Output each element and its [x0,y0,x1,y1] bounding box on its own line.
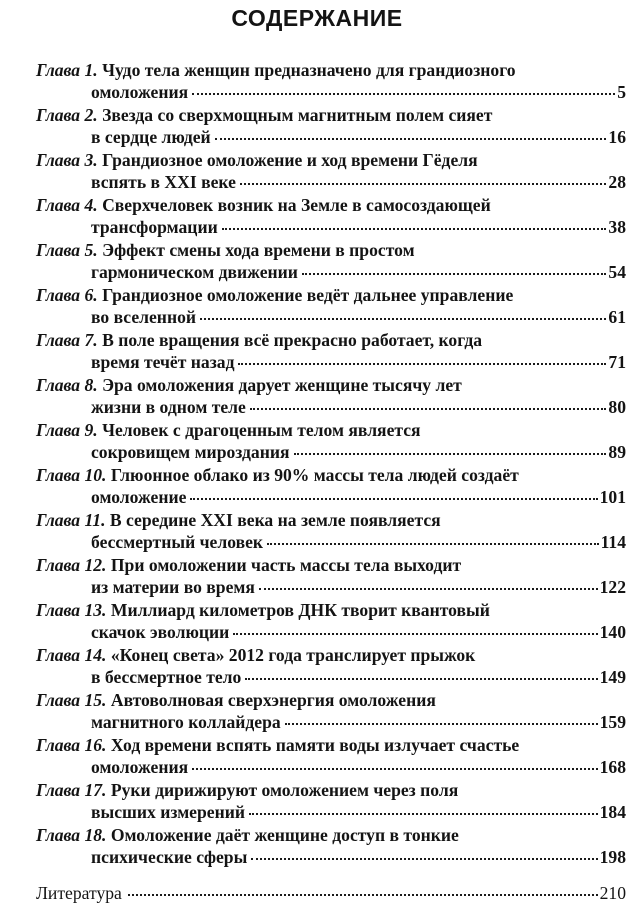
chapter-title-line1: Миллиард километров ДНК творит квантовый [110,600,490,620]
toc-entry[interactable] [36,644,626,689]
chapter-label: Глава 11. [36,510,106,530]
toc-entry[interactable] [36,329,626,374]
dot-leader [190,498,597,500]
page-number: 210 [599,883,626,903]
chapter-title-line1: Грандиозное омоложение и ход времени Гёделя [102,150,478,170]
chapter-title-line2: бессмертный человек [91,532,264,552]
chapter-label: Глава 4. [36,195,98,215]
chapter-title-line2: из материи во время [91,577,255,597]
chapter-label: Глава 13. [36,600,107,620]
chapter-title-line1: В середине XXI века на земле появляется [109,510,441,530]
dot-leader [240,183,607,185]
chapter-label: Глава 6. [36,285,98,305]
chapter-title-line2: в бессмертное тело [91,667,242,687]
chapter-title-line2: высших измерений [91,802,245,822]
toc-entry[interactable] [36,779,626,824]
toc-entry[interactable] [36,554,626,599]
chapter-title-line1: Сверхчеловек возник на Земле в самосоздающей [102,195,491,215]
chapter-title-line2: скачок эволюции [91,622,230,642]
dot-leader [259,588,598,590]
page-number: 168 [599,757,626,777]
toc-entry[interactable] [36,509,626,554]
toc-entry[interactable] [36,104,626,149]
chapter-title-line2: сокровищем мироздания [91,442,290,462]
chapter-title-line2: омоложение [91,487,187,507]
toc-entry[interactable] [36,599,626,644]
dot-leader [302,273,606,275]
page-number: 5 [617,82,626,102]
chapter-label: Глава 2. [36,105,98,125]
table-of-contents [36,59,626,869]
chapter-title-line2: гармоническом движении [91,262,298,282]
chapter-title-line1: Звезда со сверхмощным магнитным полем сияет [102,105,493,125]
chapter-title-line2: магнитного коллайдера [91,712,281,732]
page-number: 149 [599,667,626,687]
chapter-label: Глава 10. [36,465,107,485]
chapter-title-line2: жизни в одном теле [91,397,246,417]
dot-leader [215,138,607,140]
toc-entry[interactable] [36,284,626,329]
chapter-label: Глава 8. [36,375,98,395]
chapter-title-line2: вспять в XXI веке [91,172,236,192]
chapter-title-line1: При омоложении часть массы тела выходит [110,555,462,575]
page-number: 61 [608,307,626,327]
dot-leader [245,678,597,680]
chapter-title-line1: Человек с драгоценным телом является [102,420,421,440]
dot-leader [250,408,607,410]
toc-entry[interactable] [36,464,626,509]
chapter-title-line1: Грандиозное омоложение ведёт дальнее управление [102,285,514,305]
toc-entry[interactable] [36,824,626,869]
chapter-title-line1: Эра омоложения дарует женщине тысячу лет [102,375,462,395]
page-number: 140 [599,622,626,642]
chapter-label: Глава 7. [36,330,98,350]
page-number: 38 [608,217,626,237]
toc-entry[interactable] [36,419,626,464]
chapter-title-line1: В поле вращения всё прекрасно работает, когда [102,330,483,350]
toc-entry[interactable] [36,689,626,734]
page-number: 54 [608,262,626,282]
chapter-label: Глава 1. [36,60,98,80]
dot-leader [285,723,598,725]
chapter-title-line1: Омоложение даёт женщине доступ в тонкие [110,825,459,845]
toc-entry[interactable] [36,149,626,194]
dot-leader [192,93,615,95]
chapter-title-line1: Ход времени вспять памяти воды излучает счастье [110,735,520,755]
page-number: 28 [608,172,626,192]
dot-leader [128,894,598,896]
dot-leader [294,453,607,455]
chapter-title-line1: Глюонное облако из 90% массы тела людей создаёт [110,465,519,485]
dot-leader [267,543,599,545]
dot-leader [192,768,597,770]
dot-leader [251,858,597,860]
dot-leader [249,813,598,815]
chapter-title-line1: «Конец света» 2012 года транслирует прыжок [110,645,476,665]
chapter-label: Глава 16. [36,735,107,755]
page-number: 101 [599,487,626,507]
chapter-title-line1: Эффект смены хода времени в простом [102,240,415,260]
toc-entry[interactable] [36,374,626,419]
chapter-label: Глава 14. [36,645,107,665]
page-number: 89 [608,442,626,462]
page-number: 122 [599,577,626,597]
chapter-title-line2: психические сферы [91,847,248,867]
toc-entry-bibliography[interactable] [36,882,626,904]
chapter-label: Глава 3. [36,150,98,170]
chapter-label: Глава 17. [36,780,107,800]
toc-entry[interactable] [36,239,626,284]
chapter-label: Глава 15. [36,690,107,710]
page-number: 114 [600,532,626,552]
toc-entry[interactable] [36,734,626,779]
chapter-title-line2: омоложения [91,757,189,777]
page-number: 198 [599,847,626,867]
dot-leader [233,633,597,635]
page-title: СОДЕРЖАНИЕ [231,5,403,31]
toc-entry[interactable] [36,59,626,104]
chapter-title-line1: Автоволновая сверхэнергия омоложения [110,690,436,710]
chapter-title-line2: во вселенной [91,307,197,327]
chapter-title-line2: время течёт назад [91,352,235,372]
page-number: 184 [599,802,626,822]
chapter-title-line1: Чудо тела женщин предназначено для грандиозного [102,60,516,80]
chapter-label: Глава 12. [36,555,107,575]
chapter-title-line1: Руки дирижируют омоложением через поля [110,780,459,800]
chapter-label: Глава 5. [36,240,98,260]
toc-entry[interactable] [36,194,626,239]
bibliography-label: Литература [36,883,122,903]
page-number: 159 [599,712,626,732]
page-number: 71 [608,352,626,372]
chapter-label: Глава 18. [36,825,107,845]
chapter-title-line2: в сердце людей [91,127,211,147]
chapter-title-line2: трансформации [91,217,218,237]
dot-leader [222,228,607,230]
dot-leader [238,363,606,365]
page-number: 80 [608,397,626,417]
chapter-label: Глава 9. [36,420,98,440]
chapter-title-line2: омоложения [91,82,189,102]
dot-leader [200,318,606,320]
page-number: 16 [608,127,626,147]
